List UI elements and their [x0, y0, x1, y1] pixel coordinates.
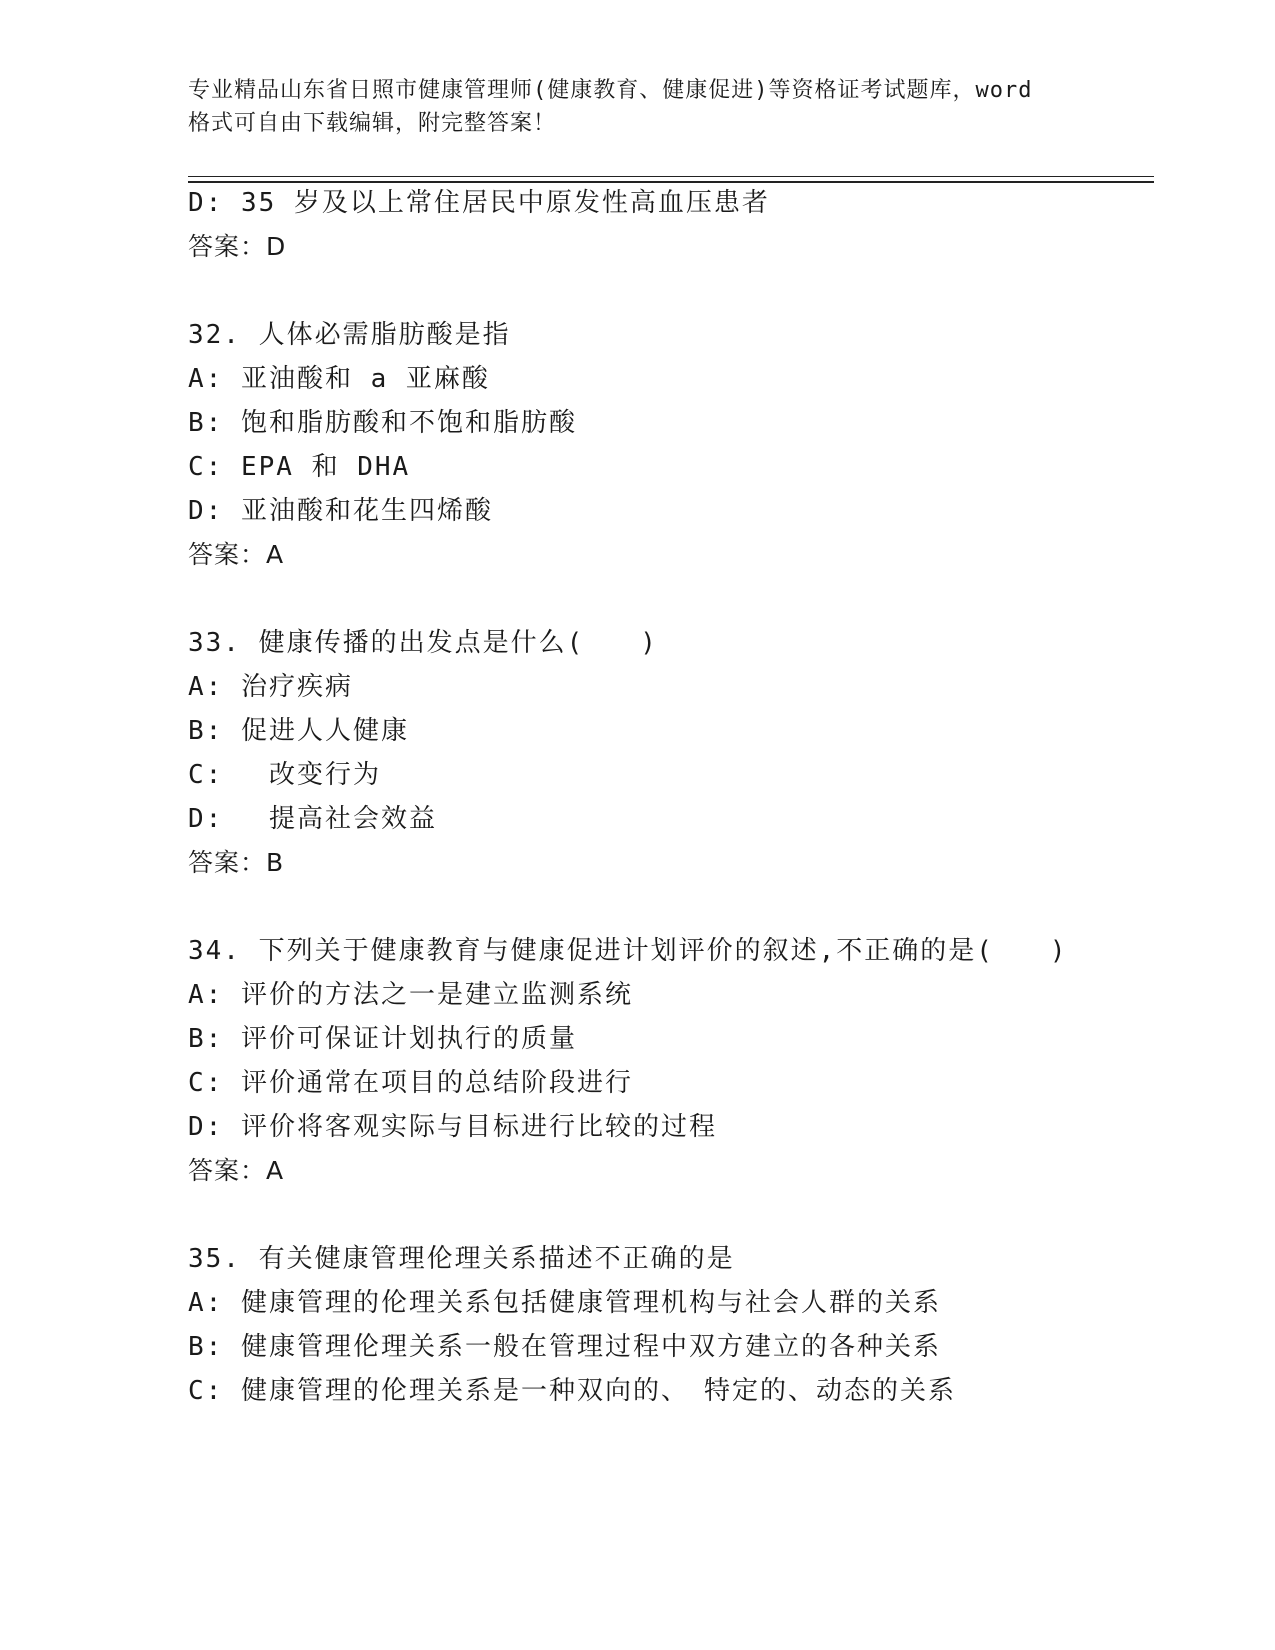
prev-answer: 答案：D [188, 232, 287, 261]
q33-stem: 33. 健康传播的出发点是什么( ) [188, 628, 658, 658]
prev-option-d: D: 35 岁及以上常住居民中原发性高血压患者 [188, 188, 770, 218]
q35-stem: 35. 有关健康管理伦理关系描述不正确的是 [188, 1244, 735, 1274]
q32-option-c: C: EPA 和 DHA [188, 452, 411, 482]
header-line-1: 专业精品山东省日照市健康管理师(健康教育、健康促进)等资格证考试题库，word [188, 78, 1033, 103]
q33-option-c: C: 改变行为 [188, 760, 381, 790]
header-divider-thin [188, 176, 1154, 177]
header-line-2: 格式可自由下载编辑，附完整答案！ [188, 111, 557, 136]
header-divider-thick [188, 181, 1154, 183]
q35-option-a: A: 健康管理的伦理关系包括健康管理机构与社会人群的关系 [188, 1288, 941, 1318]
document-header [188, 74, 1088, 140]
q32-option-a: A: 亚油酸和 a 亚麻酸 [188, 364, 490, 394]
q34-option-d: D: 评价将客观实际与目标进行比较的过程 [188, 1112, 717, 1142]
q32-option-b: B: 饱和脂肪酸和不饱和脂肪酸 [188, 408, 577, 438]
q35-option-c: C: 健康管理的伦理关系是一种双向的、 特定的、动态的关系 [188, 1376, 956, 1406]
q34-answer: 答案：A [188, 1156, 285, 1185]
q33-option-b: B: 促进人人健康 [188, 716, 409, 746]
q34-stem: 34. 下列关于健康教育与健康促进计划评价的叙述,不正确的是( ) [188, 936, 1068, 966]
q34-option-a: A: 评价的方法之一是建立监测系统 [188, 980, 633, 1010]
q32-option-d: D: 亚油酸和花生四烯酸 [188, 496, 493, 526]
q33-answer: 答案：B [188, 848, 285, 877]
q34-option-b: B: 评价可保证计划执行的质量 [188, 1024, 577, 1054]
q33-option-d: D: 提高社会效益 [188, 804, 437, 834]
q32-answer: 答案：A [188, 540, 285, 569]
q34-option-c: C: 评价通常在项目的总结阶段进行 [188, 1068, 633, 1098]
q33-option-a: A: 治疗疾病 [188, 672, 353, 702]
q32-stem: 32. 人体必需脂肪酸是指 [188, 320, 511, 350]
q35-option-b: B: 健康管理伦理关系一般在管理过程中双方建立的各种关系 [188, 1332, 941, 1362]
